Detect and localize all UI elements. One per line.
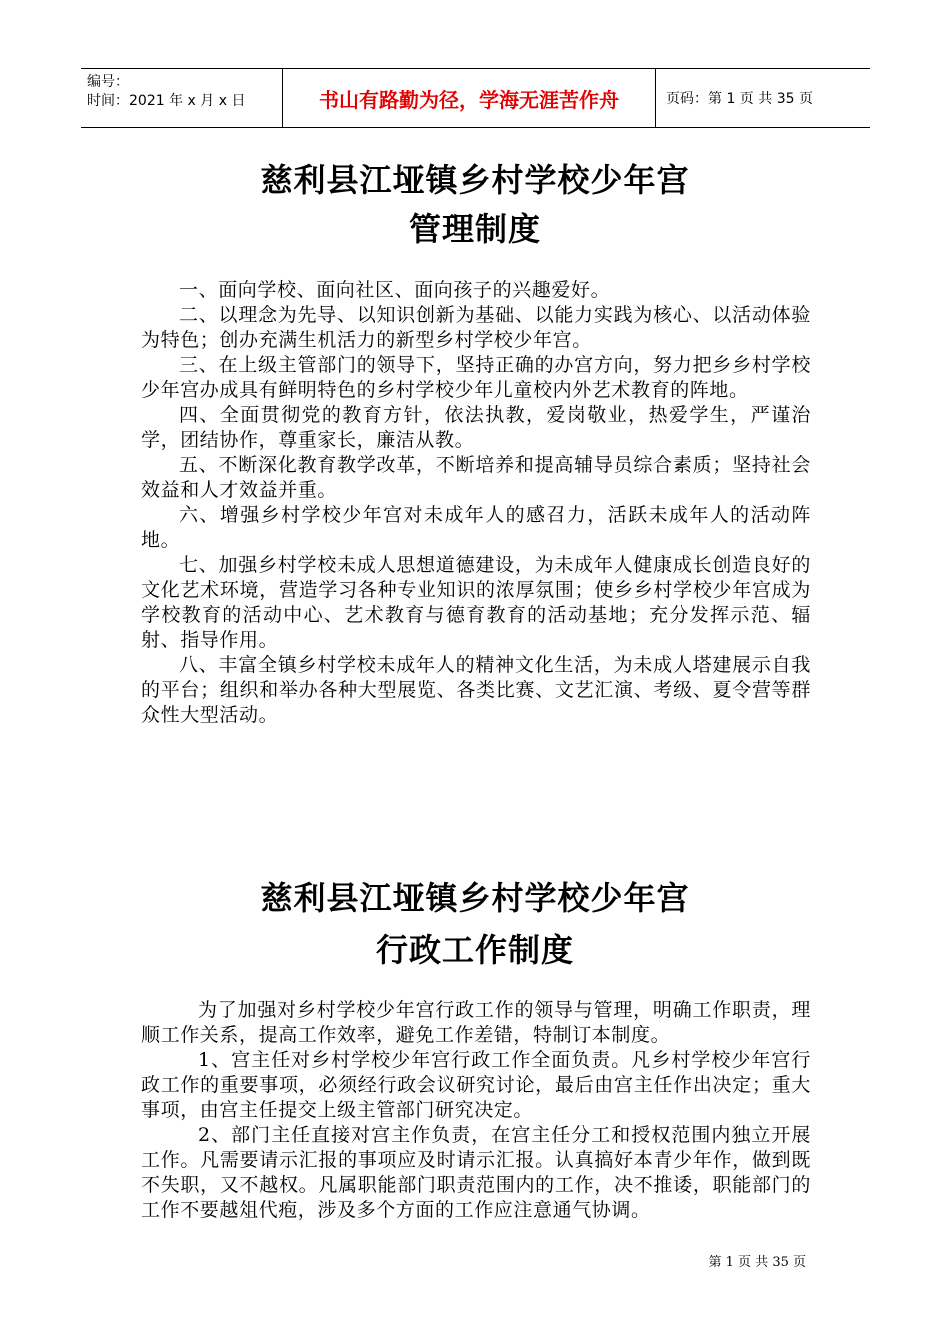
- section1-paragraph: 八、丰富全镇乡村学校未成年人的精神文化生活，为未成人塔建展示自我的平台；组织和举办各种大型展览、各类比赛、文艺汇演、考级、夏令营等群众性大型活动。: [141, 654, 811, 726]
- page-footer: 第 1 页 共 35 页: [708, 1255, 806, 1270]
- section2-paragraph: 1、宫主任对乡村学校少年宫行政工作全面负责。凡乡村学校少年宫行政工作的重要事项，必须经行政会议研究讨论，最后由宫主任作出决定；重大事项，由宫主任提交上级主管部门研究决定。: [141, 1049, 811, 1121]
- section1-title-line2: 管理制度: [408, 210, 541, 248]
- section1-title-line1: 慈利县江垭镇乡村学校少年宫: [260, 161, 690, 199]
- page-header: [81, 68, 870, 128]
- header-page-info: 页码：第 1 页 共 35 页: [666, 91, 813, 107]
- section2-paragraph: 为了加强对乡村学校少年宫行政工作的领导与管理，明确工作职责，理顺工作关系，提高工作效率，避免工作差错，特制订本制度。: [141, 999, 811, 1046]
- section1-paragraph: 五、不断深化教育教学改革，不断培养和提高辅导员综合素质；坚持社会效益和人才效益并重。: [141, 454, 811, 501]
- section1-paragraph: 六、增强乡村学校少年宫对未成年人的感召力，活跃未成年人的活动阵地。: [141, 504, 811, 551]
- section2-title-line1: 慈利县江垭镇乡村学校少年宫: [260, 879, 690, 917]
- section1-paragraph: 四、全面贯彻党的教育方针，依法执教，爱岗敬业，热爱学生，严谨治学，团结协作，尊重家长，廉洁从教。: [141, 404, 811, 451]
- section2-paragraph: 2、部门主任直接对宫主作负责，在宫主任分工和授权范围内独立开展工作。凡需要请示汇报的事项应及时请示汇报。认真搞好本青少年作，做到既不失职，又不越权。凡属职能部门职责范围内的工作，决不推诿，职能部门的工作不要越俎代疱，涉及多个方面的工作应注意通气协调。: [141, 1124, 811, 1221]
- section1-paragraph: 三、在上级主管部门的领导下，坚持正确的办宫方向，努力把乡乡村学校少年宫办成具有鲜明特色的乡村学校少年儿童校内外艺术教育的阵地。: [141, 354, 811, 401]
- section2-body: [141, 998, 811, 1223]
- header-motto: 书山有路勤为径，学海无涯苦作舟: [282, 69, 656, 127]
- section1-paragraph: 二、以理念为先导、以知识创新为基础、以能力实践为核心、以活动体验为特色；创办充满生机活力的新型乡村学校少年宫。: [141, 304, 811, 351]
- section2-title-line2: 行政工作制度: [375, 931, 574, 969]
- time-label: 时间：2021 年 x 月 x 日: [87, 93, 246, 109]
- section1-body: [141, 278, 811, 728]
- number-label: 编号：: [87, 74, 129, 90]
- header-meta: [81, 69, 282, 127]
- section1-paragraph: 一、面向学校、面向社区、面向孩子的兴趣爱好。: [179, 279, 611, 301]
- section1-paragraph: 七、加强乡村学校未成人思想道德建设，为未成年人健康成长创造良好的文化艺术环境，营造学习各种专业知识的浓厚氛围；使乡乡村学校少年宫成为学校教育的活动中心、艺术教育与德育教育的活动基地；充分发挥示范、辐射、指导作用。: [141, 554, 811, 651]
